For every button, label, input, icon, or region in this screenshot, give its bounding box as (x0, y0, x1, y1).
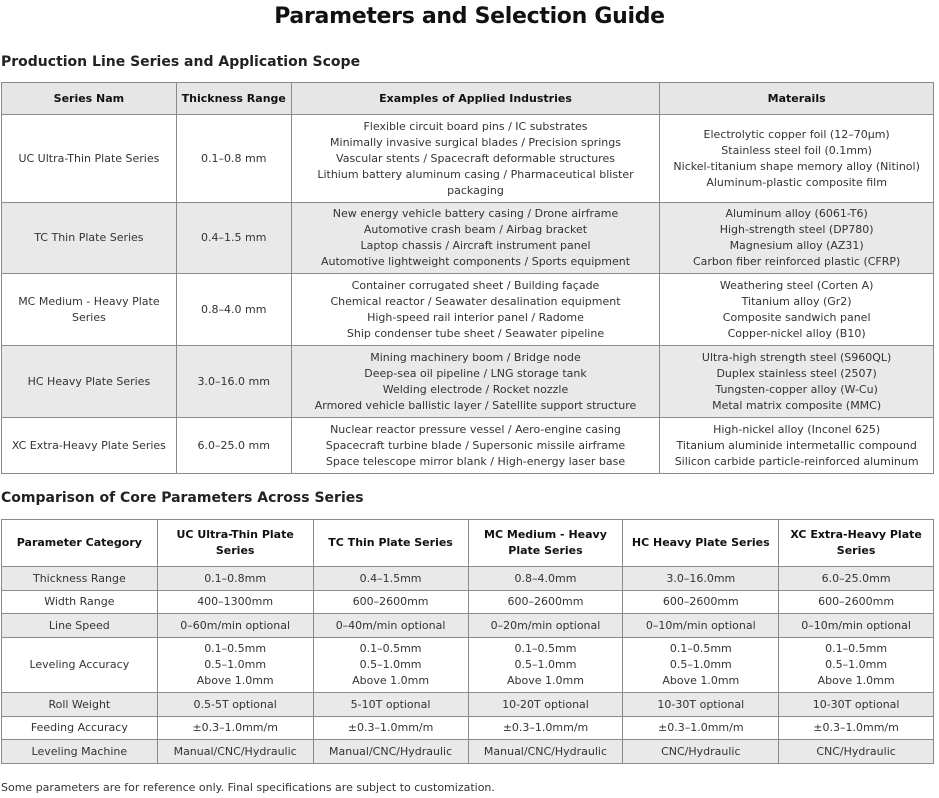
industry-line: Chemical reactor / Seawater desalination equipment (330, 294, 621, 308)
parameter-value-cell (623, 591, 779, 614)
parameter-value-cell (779, 614, 934, 638)
parameter-value-line: 0.1–0.5mm (359, 642, 422, 655)
parameter-category-cell: Feeding Accuracy (2, 717, 158, 740)
parameter-value-cell (468, 638, 623, 693)
material-line: Ultra-high strength steel (S960QL) (701, 350, 892, 364)
parameter-value-line: ±0.3–1.0mm/m (813, 721, 899, 734)
industry-line: Welding electrode / Rocket nozzle (382, 382, 569, 396)
series-industries-cell (291, 274, 660, 346)
params-row (2, 638, 934, 693)
parameter-value-cell (623, 638, 779, 693)
series-thickness-cell: 0.1–0.8 mm (176, 115, 291, 203)
parameter-value-line: Manual/CNC/Hydraulic (173, 744, 297, 758)
industry-line: Laptop chassis / Aircraft instrument panel (360, 239, 591, 252)
series-materials-cell (660, 418, 934, 474)
section-title-params: Comparison of Core Parameters Across Series (1, 490, 364, 506)
material-line: Aluminum alloy (6061-T6) (725, 207, 868, 220)
material-line: Weathering steel (Corten A) (719, 278, 874, 292)
parameter-value-cell (623, 567, 779, 591)
parameter-value-cell (623, 717, 779, 740)
parameter-value-line: ±0.3–1.0mm/m (347, 721, 434, 734)
parameter-value-line: 0.1–0.8mm (204, 571, 267, 585)
parameter-value-cell (157, 591, 313, 614)
series-name-cell: HC Heavy Plate Series (2, 346, 177, 418)
parameter-category-cell: Width Range (2, 591, 158, 614)
industry-line: Flexible circuit board pins / IC substrates (363, 119, 588, 133)
params-row (2, 717, 934, 740)
material-line: High-strength steel (DP780) (719, 223, 874, 236)
material-line: Electrolytic copper foil (12–70μm) (703, 127, 890, 141)
parameter-value-line: 400–1300mm (197, 595, 274, 608)
parameter-value-cell (157, 614, 313, 638)
header-materials: Materails (660, 83, 934, 115)
header-thickness-range: Thickness Range (176, 83, 291, 115)
parameter-value-cell (468, 591, 623, 614)
header-applied-industries: Examples of Applied Industries (291, 83, 660, 115)
parameter-value-line: 0.5–1.0mm (669, 658, 732, 671)
industry-line: New energy vehicle battery casing / Drone airframe (332, 207, 619, 220)
parameter-value-line: 3.0–16.0mm (666, 571, 736, 585)
parameter-value-line: Manual/CNC/Hydraulic (483, 744, 608, 758)
parameter-value-line: CNC/Hydraulic (816, 744, 896, 758)
parameter-value-line: 0–20m/min optional (490, 618, 601, 632)
header-tc-series: TC Thin Plate Series (313, 520, 468, 567)
parameter-value-cell (468, 740, 623, 764)
parameter-value-cell (779, 567, 934, 591)
parameter-value-line: 0.1–0.5mm (514, 642, 577, 655)
series-name-cell: UC Ultra-Thin Plate Series (2, 115, 177, 203)
series-table (1, 82, 934, 474)
material-line: High-nickel alloy (Inconel 625) (713, 422, 881, 436)
parameter-value-cell (623, 614, 779, 638)
parameter-value-line: 600–2600mm (352, 595, 429, 608)
parameter-value-line: 0.1–0.5mm (204, 642, 267, 655)
header-parameter-category: Parameter Category (2, 520, 158, 567)
parameter-value-cell (468, 567, 623, 591)
parameter-value-line: 600–2600mm (818, 595, 895, 608)
parameter-value-cell (313, 717, 468, 740)
parameter-value-line: 6.0–25.0mm (821, 571, 891, 585)
parameter-value-cell (157, 693, 313, 717)
industry-line: Deep-sea oil pipeline / LNG storage tank (364, 366, 587, 380)
series-table-header-row (2, 83, 934, 115)
parameter-category-cell: Line Speed (2, 614, 158, 638)
series-materials-cell (660, 274, 934, 346)
series-thickness-cell: 0.4–1.5 mm (176, 203, 291, 274)
series-thickness-cell: 3.0–16.0 mm (176, 346, 291, 418)
material-line: Stainless steel foil (0.1mm) (721, 143, 872, 157)
material-line: Titanium alloy (Gr2) (741, 294, 852, 308)
parameter-value-cell (157, 567, 313, 591)
parameter-value-line: ±0.3–1.0mm/m (192, 721, 278, 734)
industry-line: Mining machinery boom / Bridge node (370, 350, 581, 364)
series-materials-cell (660, 115, 934, 203)
parameter-value-line: 10-20T optional (502, 697, 589, 711)
parameter-value-line: 0–10m/min optional (645, 618, 756, 632)
material-line: Silicon carbide particle-reinforced aluminum (674, 454, 919, 468)
parameter-value-line: 0.5–1.0mm (514, 658, 577, 671)
parameter-value-line: 0.5–1.0mm (825, 658, 888, 671)
series-materials-cell (660, 203, 934, 274)
parameter-value-cell (313, 638, 468, 693)
industry-line: Ship condenser tube sheet / Seawater pipeline (346, 326, 605, 340)
header-mc-series: MC Medium - Heavy Plate Series (468, 520, 623, 567)
parameter-value-cell (468, 717, 623, 740)
parameter-value-cell (623, 693, 779, 717)
parameter-value-cell (779, 740, 934, 764)
series-industries-cell (291, 418, 660, 474)
material-line: Carbon fiber reinforced plastic (CFRP) (692, 255, 901, 268)
series-thickness-cell: 6.0–25.0 mm (176, 418, 291, 474)
material-line: Tungsten-copper alloy (W-Cu) (715, 382, 878, 396)
parameter-value-line: 0–40m/min optional (335, 618, 446, 632)
parameter-value-line: 5-10T optional (350, 697, 431, 711)
parameter-category-cell: Roll Weight (2, 693, 158, 717)
parameter-value-cell (468, 614, 623, 638)
parameter-value-line: 0.5–1.0mm (359, 658, 422, 671)
series-row (2, 418, 934, 474)
parameter-value-cell (313, 591, 468, 614)
parameter-value-line: Manual/CNC/Hydraulic (328, 744, 453, 758)
parameter-value-cell (779, 591, 934, 614)
header-uc-series: UC Ultra-Thin Plate Series (157, 520, 313, 567)
params-row (2, 740, 934, 764)
params-row (2, 614, 934, 638)
material-line: Nickel-titanium shape memory alloy (Nitinol) (673, 159, 920, 173)
series-industries-cell (291, 115, 660, 203)
parameter-value-line: Above 1.0mm (507, 674, 584, 687)
series-row (2, 346, 934, 418)
parameter-value-line: 0–60m/min optional (180, 618, 291, 632)
parameter-value-cell (313, 693, 468, 717)
parameter-value-cell (779, 717, 934, 740)
parameter-value-line: 10-30T optional (657, 697, 745, 711)
parameter-value-line: 0.8–4.0mm (514, 571, 577, 585)
header-hc-series: HC Heavy Plate Series (623, 520, 779, 567)
parameter-value-line: 600–2600mm (662, 595, 739, 608)
parameter-value-line: Above 1.0mm (352, 674, 430, 687)
series-name-cell: XC Extra-Heavy Plate Series (2, 418, 177, 474)
series-name-cell: MC Medium - Heavy Plate Series (2, 274, 177, 346)
series-row (2, 203, 934, 274)
parameter-value-cell (779, 693, 934, 717)
parameter-value-line: ±0.3–1.0mm/m (502, 721, 589, 734)
series-row (2, 115, 934, 203)
footnote: Some parameters are for reference only. Final specifications are subject to customization. (1, 781, 495, 794)
params-table (1, 519, 934, 764)
parameter-value-line: 0.5–1.0mm (204, 658, 267, 671)
section-title-series: Production Line Series and Application Scope (1, 54, 361, 70)
parameter-value-line: 0.1–0.5mm (669, 642, 732, 655)
parameter-value-line: Above 1.0mm (662, 674, 740, 687)
industry-line: High-speed rail interior panel / Radome (367, 310, 584, 324)
params-row (2, 591, 934, 614)
parameter-value-line: 0–10m/min optional (801, 618, 911, 632)
parameter-category-cell: Leveling Accuracy (2, 638, 158, 693)
parameter-value-line: Above 1.0mm (196, 674, 274, 687)
industry-line: Minimally invasive surgical blades / Precision springs (330, 135, 621, 149)
parameter-value-cell (157, 717, 313, 740)
parameter-category-cell: Leveling Machine (2, 740, 158, 764)
series-row (2, 274, 934, 346)
parameter-value-line: 600–2600mm (507, 595, 584, 608)
parameter-value-line: 10-30T optional (812, 697, 900, 711)
material-line: Metal matrix composite (MMC) (712, 398, 882, 412)
industry-line: Automotive crash beam / Airbag bracket (363, 223, 588, 236)
params-row (2, 693, 934, 717)
industry-line: Lithium battery aluminum casing / Pharmaceutical blister packaging (317, 167, 634, 197)
parameter-value-line: 0.1–0.5mm (825, 642, 888, 655)
industry-line: Armored vehicle ballistic layer / Satellite support structure (314, 398, 637, 412)
parameter-value-cell (157, 740, 313, 764)
parameter-value-cell (468, 693, 623, 717)
series-industries-cell (291, 203, 660, 274)
parameter-value-cell (313, 567, 468, 591)
industry-line: Automotive lightweight components / Sports equipment (320, 255, 631, 268)
industry-line: Nuclear reactor pressure vessel / Aero-engine casing (330, 422, 621, 436)
parameter-value-cell (779, 638, 934, 693)
material-line: Aluminum-plastic composite film (706, 175, 887, 189)
parameter-category-cell: Thickness Range (2, 567, 158, 591)
industry-line: Container corrugated sheet / Building façade (351, 278, 600, 292)
material-line: Duplex stainless steel (2507) (716, 366, 877, 380)
series-thickness-cell: 0.8–4.0 mm (176, 274, 291, 346)
material-line: Magnesium alloy (AZ31) (729, 239, 864, 252)
parameter-value-line: 0.4–1.5mm (359, 571, 422, 585)
parameter-value-cell (623, 740, 779, 764)
params-row (2, 567, 934, 591)
params-table-header-row (2, 520, 934, 567)
series-industries-cell (291, 346, 660, 418)
series-name-cell: TC Thin Plate Series (2, 203, 177, 274)
parameter-value-line: ±0.3–1.0mm/m (658, 721, 744, 734)
parameter-value-line: 0.5-5T optional (193, 697, 277, 711)
parameter-value-cell (313, 740, 468, 764)
parameter-value-line: CNC/Hydraulic (661, 744, 741, 758)
parameter-value-cell (313, 614, 468, 638)
parameter-value-line: Above 1.0mm (817, 674, 895, 687)
page-title: Parameters and Selection Guide (274, 4, 665, 29)
material-line: Titanium aluminide intermetallic compound (676, 438, 917, 452)
material-line: Copper-nickel alloy (B10) (727, 326, 866, 340)
material-line: Composite sandwich panel (722, 310, 871, 324)
industry-line: Spacecraft turbine blade / Supersonic missile airframe (325, 438, 626, 452)
header-xc-series: XC Extra-Heavy Plate Series (779, 520, 934, 567)
industry-line: Vascular stents / Spacecraft deformable structures (336, 151, 615, 165)
series-materials-cell (660, 346, 934, 418)
parameter-value-cell (157, 638, 313, 693)
industry-line: Space telescope mirror blank / High-energy laser base (325, 454, 626, 468)
header-series-name: Series Nam (2, 83, 177, 115)
